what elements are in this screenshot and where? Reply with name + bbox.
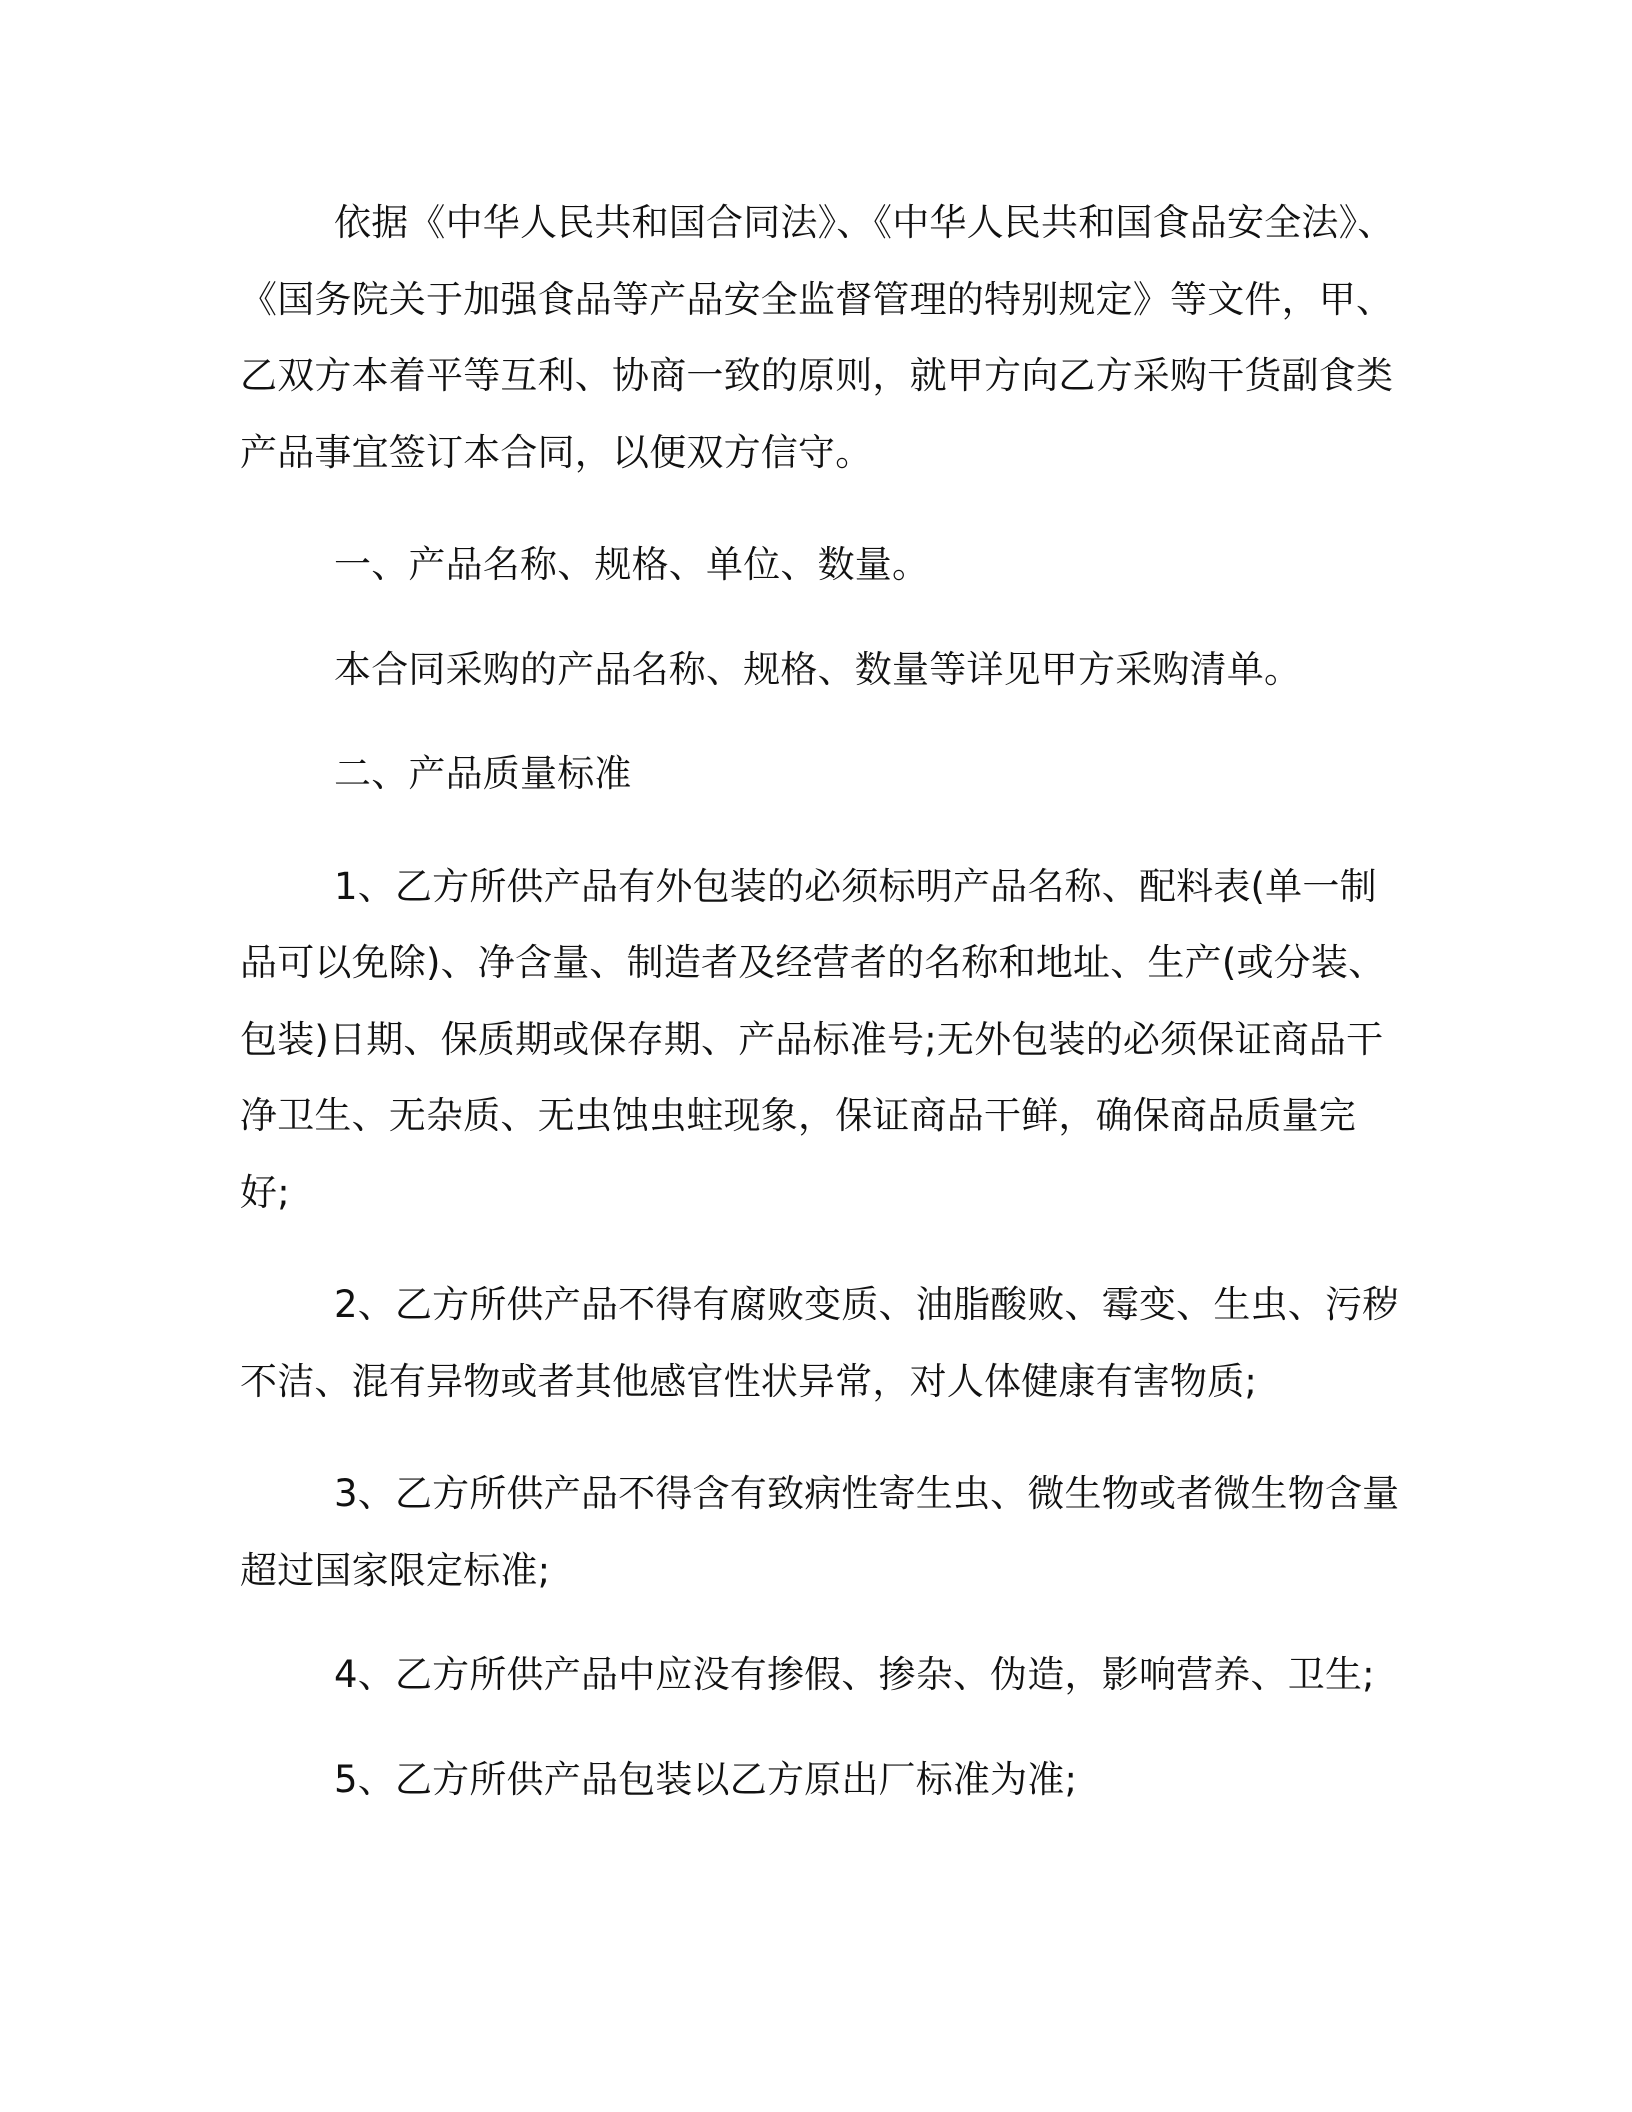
paragraph-product-list: 本合同采购的产品名称、规格、数量等详见甲方采购清单。 <box>334 647 1302 691</box>
clause-3: 3、乙方所供产品不得含有致病性寄生虫、微生物或者微生物含量超过国家限定标准; <box>240 1472 1400 1592</box>
paragraph-intro: 依据《中华人民共和国合同法》、《中华人民共和国食品安全法》、《国务院关于加强食品等产品安全监督管理的特别规定》等文件，甲、乙双方本着平等互利、协商一致的原则，就甲方向乙方采购干货副食类 产品事宜签订本合同，以便双方信守。 <box>240 201 1395 474</box>
clause-2: 2、乙方所供产品不得有腐败变质、油脂酸败、霉变、生虫、污秽不洁、混有异物或者其他感官性状异常，对人体健康有害物质; <box>240 1283 1400 1403</box>
section-heading-product-info: 一、产品名称、规格、单位、数量。 <box>334 543 930 586</box>
section-heading-quality-standard: 二、产品质量标准 <box>334 752 632 795</box>
document-body <box>240 185 1400 1818</box>
clause-4: 4、乙方所供产品中应没有掺假、掺杂、伪造，影响营养、卫生; <box>334 1653 1375 1696</box>
clause-1: 1、乙方所供产品有外包装的必须标明产品名称、配料表(单一制品可以免除)、净含量、制造者及经营者的名称和地址、生产(或分装、包装)日期、保质期或保存期、产品标准号;无外包装的必须保证商品干净卫生、无杂质、无虫蚀虫蛀现象，保证商品干鲜，确保商品质量完好; <box>240 864 1386 1214</box>
clause-5: 5、乙方所供产品包装以乙方原出厂标准为准; <box>334 1757 1078 1801</box>
